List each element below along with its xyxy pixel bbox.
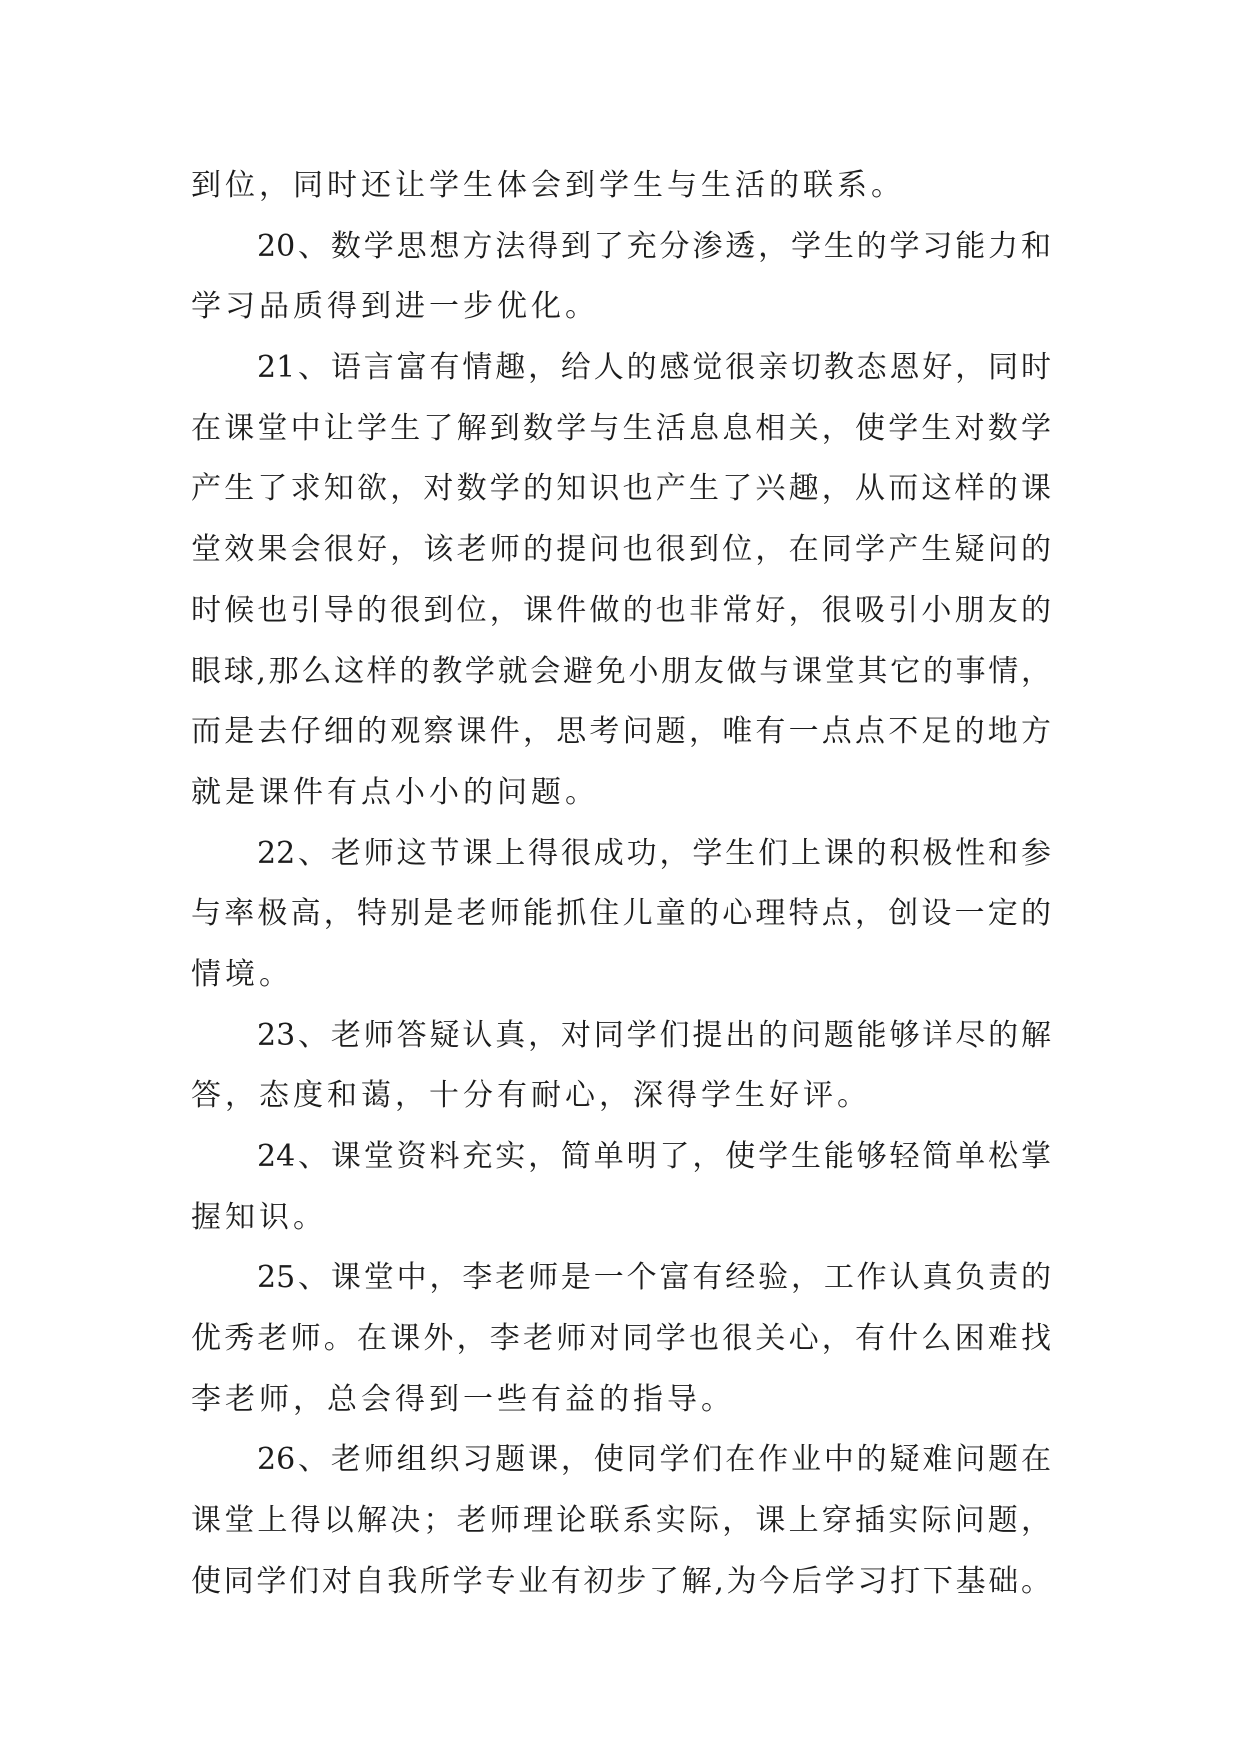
paragraph-item-23 (191, 1006, 1051, 1127)
paragraph-line: 优秀老师。在课外，李老师对同学也很关心，有什么困难找 (191, 1321, 1051, 1357)
paragraph-line: 21、语言富有情趣，给人的感觉很亲切教态恩好，同时 (257, 350, 1051, 386)
paragraph-line: 26、老师组织习题课，使同学们在作业中的疑难问题在 (257, 1442, 1051, 1478)
paragraph-line: 25、课堂中，李老师是一个富有经验，工作认真负责的 (257, 1260, 1051, 1296)
paragraph-line: 时候也引导的很到位，课件做的也非常好，很吸引小朋友的 (191, 592, 1051, 628)
paragraph-line: 眼球,那么这样的教学就会避免小朋友做与课堂其它的事情， (191, 653, 1051, 689)
paragraph-item-22 (191, 824, 1051, 1006)
paragraph-line: 李老师，总会得到一些有益的指导。 (191, 1381, 735, 1417)
paragraph-line: 学习品质得到进一步优化。 (191, 289, 599, 325)
paragraph-line: 20、数学思想方法得到了充分渗透，学生的学习能力和 (257, 228, 1051, 264)
paragraph-line: 到位，同时还让学生体会到学生与生活的联系。 (191, 168, 905, 203)
paragraph-line: 与率极高，特别是老师能抓住儿童的心理特点，创设一定的 (191, 896, 1051, 932)
paragraph-line: 24、课堂资料充实，简单明了，使学生能够轻简单松掌 (257, 1139, 1051, 1174)
paragraph-item-20 (191, 217, 1051, 338)
paragraph-line: 在课堂中让学生了解到数学与生活息息相关，使学生对数学 (191, 410, 1051, 446)
paragraph-line: 而是去仔细的观察课件，思考问题，唯有一点点不足的地方 (191, 714, 1051, 750)
paragraph-item-21 (191, 338, 1051, 824)
paragraph-item-24 (191, 1127, 1051, 1248)
paragraph-continuation (191, 156, 1051, 217)
paragraph-item-25 (191, 1248, 1051, 1430)
paragraph-line: 23、老师答疑认真，对同学们提出的问题能够详尽的解 (257, 1017, 1051, 1053)
paragraph-line: 22、老师这节课上得很成功，学生们上课的积极性和参 (257, 835, 1051, 871)
paragraph-item-26 (191, 1430, 1051, 1612)
paragraph-line: 产生了求知欲，对数学的知识也产生了兴趣，从而这样的课 (191, 471, 1051, 507)
paragraph-line: 情境。 (191, 956, 293, 992)
document-body (191, 156, 1051, 1613)
paragraph-line: 课堂上得以解决；老师理论联系实际，课上穿插实际问题， (191, 1503, 1051, 1539)
paragraph-line: 使同学们对自我所学专业有初步了解,为今后学习打下基础。 (191, 1563, 1051, 1599)
paragraph-line: 就是课件有点小小的问题。 (191, 774, 599, 810)
paragraph-line: 握知识。 (191, 1199, 327, 1235)
paragraph-line: 堂效果会很好，该老师的提问也很到位，在同学产生疑问的 (191, 532, 1051, 568)
paragraph-line: 答，态度和蔼，十分有耐心，深得学生好评。 (191, 1078, 871, 1114)
